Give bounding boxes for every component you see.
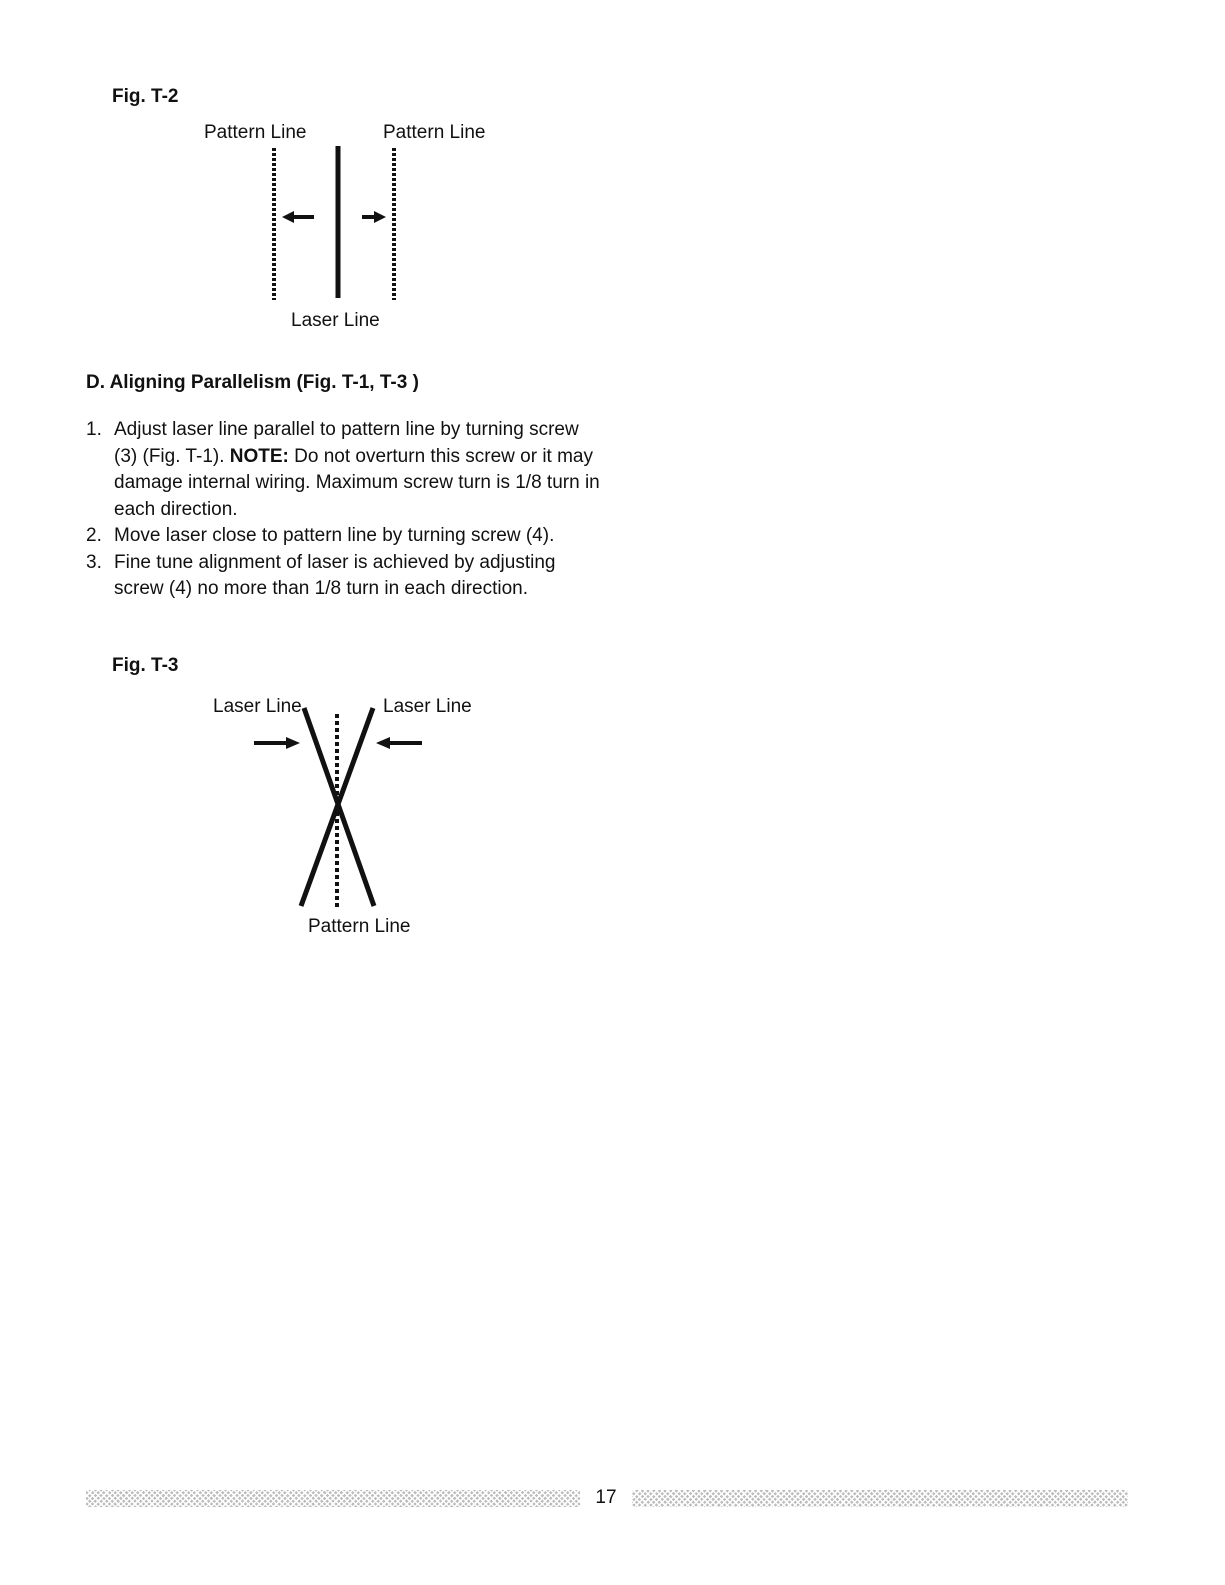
fig-t2-pattern-line-left-label: Pattern Line xyxy=(204,122,307,143)
step-number: 2. xyxy=(86,525,102,546)
fig-t3-diagram xyxy=(240,700,440,920)
fig-t3-pattern-line-label: Pattern Line xyxy=(308,916,411,937)
step-number: 1. xyxy=(86,419,102,440)
fig-t3-title: Fig. T-3 xyxy=(112,655,179,676)
step-item xyxy=(86,417,606,523)
step-text: Adjust laser line parallel to pattern line by turning screw (3) (Fig. T-1). xyxy=(114,419,579,467)
fig-t2-diagram xyxy=(250,140,420,310)
fig-t2-arrow-right xyxy=(362,211,386,223)
step-text: Do not overturn this screw or it may damage internal wiring. Maximum screw turn is 1/8 turn in each direction. xyxy=(114,445,600,520)
footer-band-left xyxy=(86,1490,580,1507)
fig-t3-arrow-right xyxy=(376,737,422,749)
fig-t2-pattern-line-right-label: Pattern Line xyxy=(383,122,486,143)
page-number: 17 xyxy=(595,1487,617,1508)
fig-t2-title: Fig. T-2 xyxy=(112,86,179,107)
fig-t3-laser-line-left-label: Laser Line xyxy=(213,696,302,717)
section-heading: D. Aligning Parallelism (Fig. T-1, T-3 ) xyxy=(86,372,419,393)
fig-t3-arrow-left xyxy=(254,737,300,749)
fig-t2-arrow-left xyxy=(282,211,314,223)
fig-t2-laser-line-label: Laser Line xyxy=(291,310,380,331)
footer-band-right xyxy=(632,1490,1128,1507)
step-text: Move laser close to pattern line by turning screw (4). xyxy=(114,525,555,546)
step-text: Fine tune alignment of laser is achieved by adjusting screw (4) no more than 1/8 turn in each direction. xyxy=(114,551,556,599)
note-label: NOTE: xyxy=(229,445,289,467)
step-number: 3. xyxy=(86,551,102,573)
step-item xyxy=(86,550,606,603)
step-item xyxy=(86,523,606,550)
fig-t3-laser-line-right-label: Laser Line xyxy=(383,696,472,717)
steps-list xyxy=(86,417,606,603)
